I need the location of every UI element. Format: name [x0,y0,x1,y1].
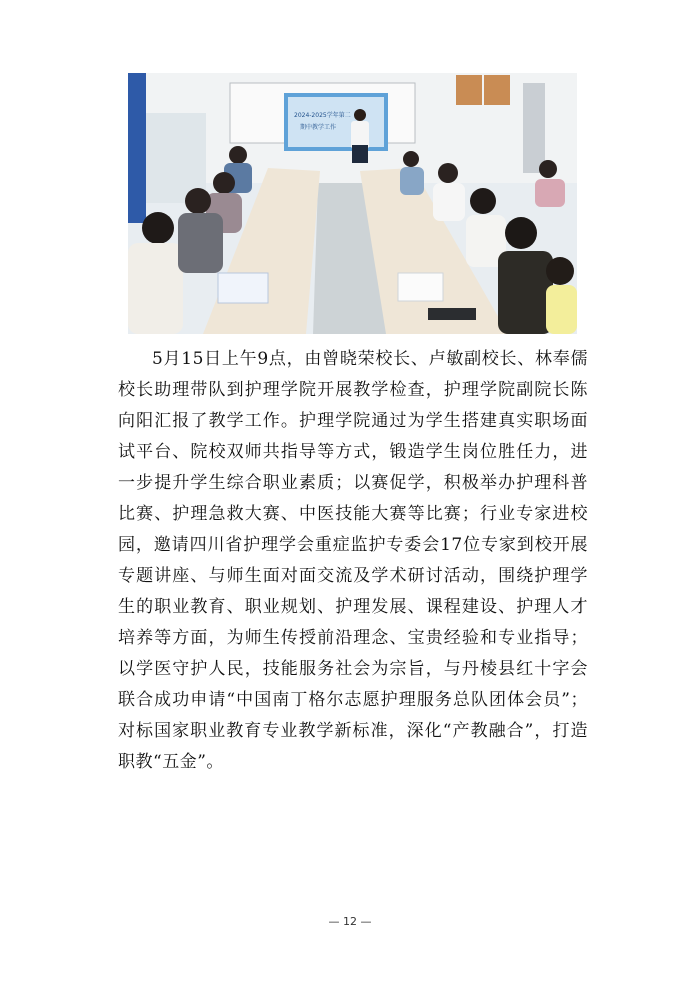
screen-text-line2: 期中教学工作 [300,124,337,131]
paragraph: 5月15日上午9点，由曾晓荣校长、卢敏副校长、林奉儒校长助理带队到护理学院开展教学检查，护理学院副院长陈向阳汇报了教学工作。护理学院通过为学生搭建真实职场面试平台、院校双师共指导等方式，锻造学生岗位胜任力，进一步提升学生综合职业素质；以赛促学，积极举办护理科普比赛、护理急救大赛、中医技能大赛等比赛；行业专家进校园，邀请四川省护理学会重症监护专委会17位专家到校开展专题讲座、与师生面对面交流及学术研讨活动，围绕护理学生的职业教育、职业规划、护理发展、课程建设、护理人才培养等方面，为师生传授前沿理念、宝贵经验和专业指导；以学医守护人民，技能服务社会为宗旨，与丹棱县红十字会联合成功申请“中国南丁格尔志愿护理服务总队团体会员”；对标国家职业教育专业教学新标准，深化“产教融合”，打造职教“五金”。 [118,349,588,772]
meeting-photo-illustration [128,73,577,334]
body-text [118,344,588,778]
screen-text-line1: 2024-2025学年第二 [294,112,351,119]
page-number: — 12 — [328,915,372,928]
meeting-photo [128,73,577,334]
